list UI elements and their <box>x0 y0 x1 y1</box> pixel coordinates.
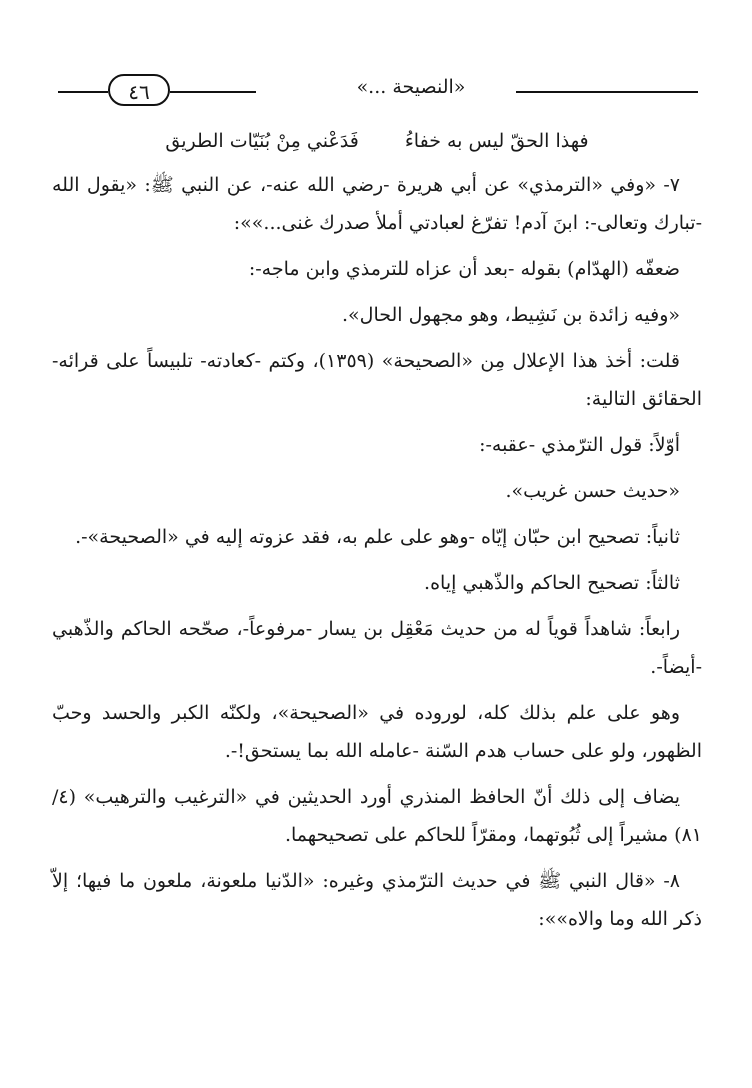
header-rule-middle <box>170 91 256 93</box>
header-rule-left <box>58 91 108 93</box>
header-title: «النصيحة ...» <box>356 76 466 98</box>
paragraph-hadith-8: ٨- «قال النبي ﷺ في حديث الترّمذي وغيره: «الدّنيا ملعونة، ملعون ما فيها؛ إلاّ ذكر الله وما والاه»»: <box>52 870 702 930</box>
paragraph-fourth: رابعاً: شاهداً قوياً له من حديث مَعْقِل بن يسار -مرفوعاً-، صحّحه الحاكم والذّهبي -أيضاً-. <box>52 618 702 678</box>
poetry-verse <box>52 122 702 160</box>
paragraph-response: قلت: أخذ هذا الإعلال مِن «الصحيحة» (١٣٥٩)، وكتم -كعادته- تلبيساً على قرائه- الحقائق التالية: <box>52 350 702 410</box>
paragraph-quote-1: «وفيه زائدة بن نَشِيط، وهو مجهول الحال». <box>341 304 680 326</box>
header-rule-right <box>516 91 698 93</box>
paragraph-quote-2: «حديث حسن غريب». <box>505 480 680 502</box>
running-header <box>58 72 698 108</box>
verse-hemistich-right: فهذا الحقّ ليس به خفاءُ <box>404 130 589 152</box>
paragraph-addition: يضاف إلى ذلك أنّ الحافظ المنذري أورد الحديثين في «الترغيب والترهيب» (٤/ ٨١) مشيراً إلى ثُبُوتهما، ومقرّاً للحاكم على تصحيحهما. <box>52 786 702 846</box>
paragraph-first: أوّلاً: قول الترّمذي -عقبه-: <box>479 434 680 456</box>
page-number: ٤٦ <box>108 74 170 106</box>
paragraph-third: ثالثاً: تصحيح الحاكم والذّهبي إياه. <box>424 572 680 594</box>
paragraph-commentary: وهو على علم بذلك كله، لوروده في «الصحيحة»، ولكنّه الكبر والحسد وحبّ الظهور، ولو على حساب هدم السّنة -عامله الله بما يستحق!-. <box>52 702 702 762</box>
paragraph-hadith-7: ٧- «وفي «الترمذي» عن أبي هريرة -رضي الله عنه-، عن النبي ﷺ: «يقول الله -تبارك وتعالى-: ابنَ آدم! تفرّغ لعبادتي أملأ صدرك غنى...»»: <box>52 174 702 234</box>
paragraph-weakening: ضعفّه (الهدّام) بقوله -بعد أن عزاه للترمذي وابن ماجه-: <box>248 258 680 280</box>
paragraph-second: ثانياً: تصحيح ابن حبّان إيّاه -وهو على علم به، فقد عزوته إليه في «الصحيحة»-. <box>75 526 680 548</box>
page-body <box>52 122 702 946</box>
verse-hemistich-left: فَدَعْني مِنْ بُنَيّات الطريق <box>165 130 359 152</box>
